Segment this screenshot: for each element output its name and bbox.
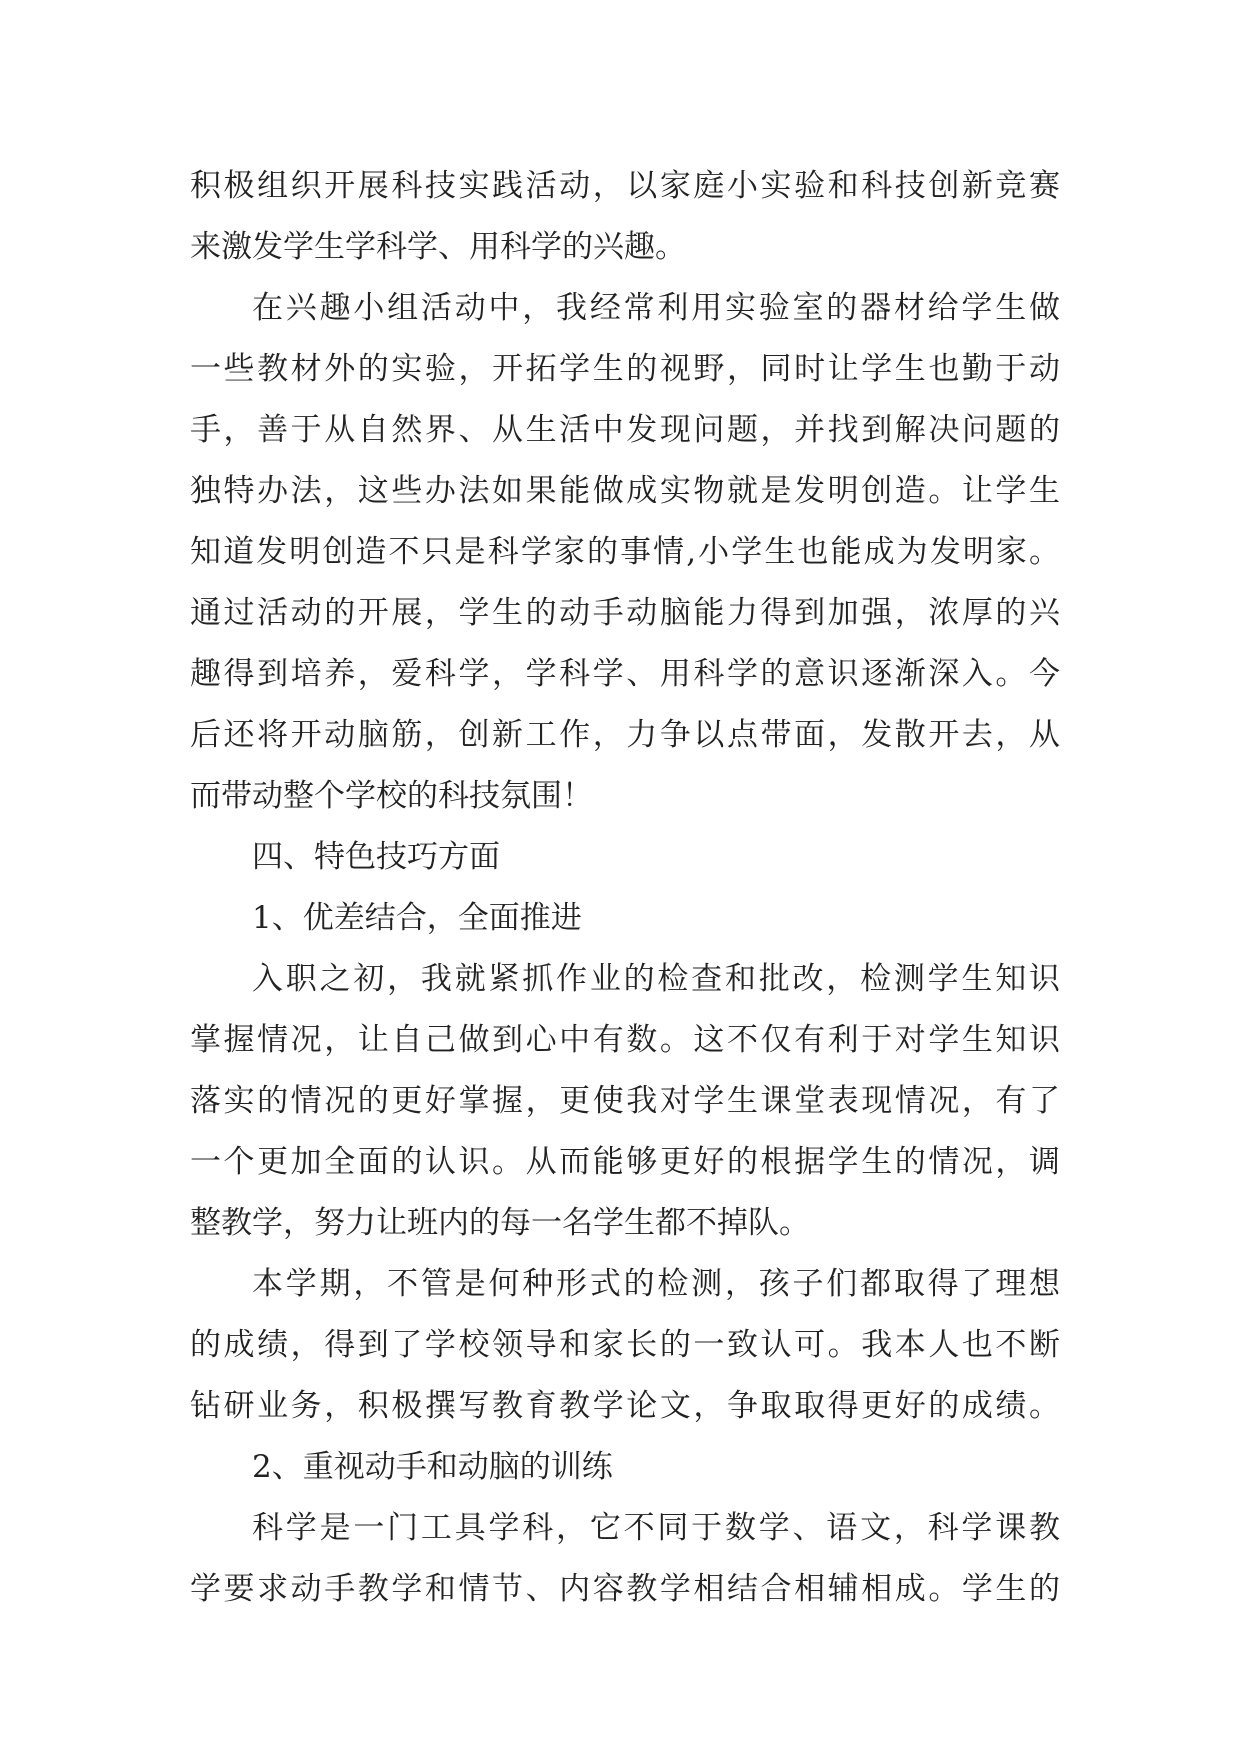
text-line: 落实的情况的更好掌握，更使我对学生课堂表现情况，有了 xyxy=(190,1083,1060,1119)
document-body xyxy=(190,156,1060,1620)
paragraph-start-line: 入职之初，我就紧抓作业的检查和批改，检测学生知识 xyxy=(252,961,1060,997)
text-line: 独特办法，这些办法如果能做成实物就是发明创造。让学生 xyxy=(190,473,1060,509)
text-line: 一个更加全面的认识。从而能够更好的根据学生的情况，调 xyxy=(190,1144,1060,1180)
text-line: 后还将开动脑筋，创新工作，力争以点带面，发散开去，从 xyxy=(190,717,1060,753)
text-line: 知道发明创造不只是科学家的事情,小学生也能成为发明家。 xyxy=(190,534,1060,570)
paragraph-start-line: 本学期，不管是何种形式的检测，孩子们都取得了理想 xyxy=(252,1266,1060,1302)
text-line: 掌握情况，让自己做到心中有数。这不仅有利于对学生知识 xyxy=(190,1022,1060,1058)
text-line: 的成绩，得到了学校领导和家长的一致认可。我本人也不断 xyxy=(190,1327,1060,1363)
text-line: 手，善于从自然界、从生活中发现问题，并找到解决问题的 xyxy=(190,412,1060,448)
paragraph-start-line: 在兴趣小组活动中，我经常利用实验室的器材给学生做 xyxy=(252,290,1060,326)
paragraph-start-line: 科学是一门工具学科，它不同于数学、语文，科学课教 xyxy=(252,1510,1060,1546)
text-line: 积极组织开展科技实践活动，以家庭小实验和科技创新竞赛 xyxy=(190,168,1060,204)
text-line: 趣得到培养，爱科学，学科学、用科学的意识逐渐深入。今 xyxy=(190,656,1060,692)
text-line: 整教学，努力让班内的每一名学生都不掉队。 xyxy=(190,1205,810,1241)
text-line: 来激发学生学科学、用科学的兴趣。 xyxy=(190,229,686,265)
text-line: 而带动整个学校的科技氛围！ xyxy=(190,778,593,814)
text-line: 一些教材外的实验，开拓学生的视野，同时让学生也勤于动 xyxy=(190,351,1060,387)
subsection-heading: 2、重视动手和动脑的训练 xyxy=(252,1449,613,1485)
text-line: 学要求动手教学和情节、内容教学相结合相辅相成。学生的 xyxy=(190,1571,1060,1607)
text-line: 通过活动的开展，学生的动手动脑能力得到加强，浓厚的兴 xyxy=(190,595,1060,631)
section-heading: 四、特色技巧方面 xyxy=(252,839,500,875)
subsection-heading: 1、优差结合，全面推进 xyxy=(252,900,582,936)
text-line: 钻研业务，积极撰写教育教学论文，争取取得更好的成绩。 xyxy=(190,1388,1060,1424)
